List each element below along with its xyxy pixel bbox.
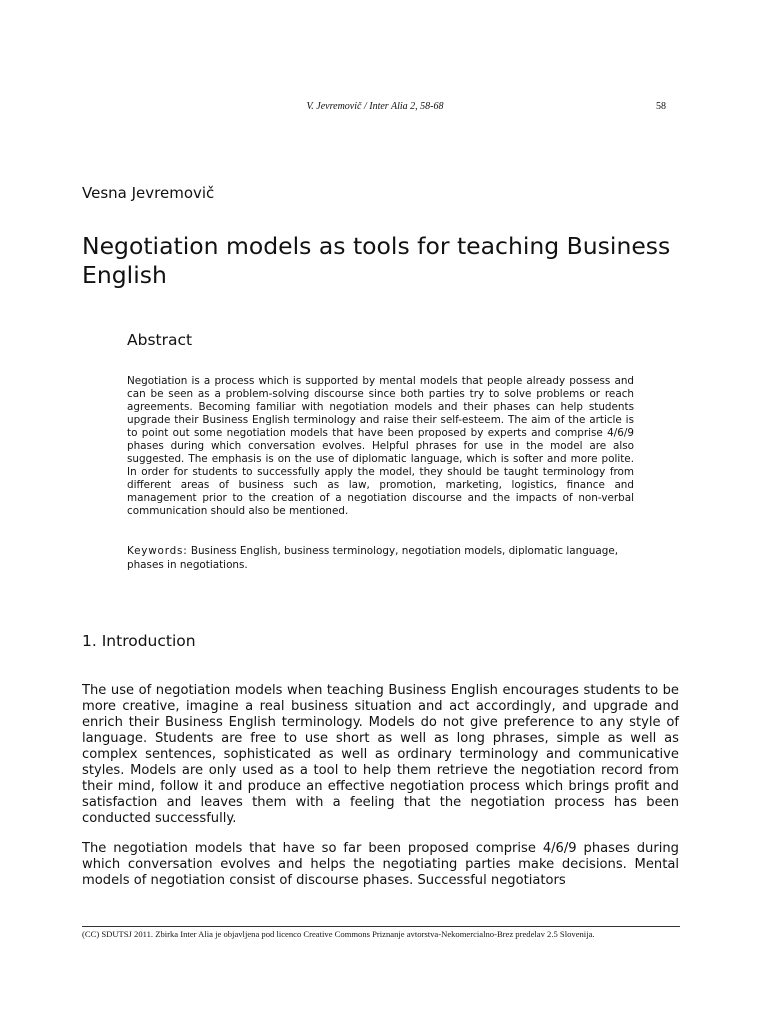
body-paragraph: The negotiation models that have so far been proposed comprise 4/6/9 phases during which conversation evolves and helps the negotiating parties make decisions. Mental models of negotiation consist of discourse phases. Successful negotiators: [82, 841, 679, 888]
keywords: [127, 545, 634, 572]
page-number: 58: [656, 101, 666, 112]
running-header: [82, 101, 668, 117]
footer-license: (CC) SDUTSJ 2011. Zbirka Inter Alia je objavljena pod licenco Creative Commons Priznanje avtorstva-Nekomercialno-Brez predelav 2.5 Slovenija.: [82, 929, 595, 939]
keywords-list: Business English, business terminology, negotiation models, diplomatic language, phases in negotiations.: [127, 545, 619, 571]
abstract-heading: Abstract: [127, 331, 193, 349]
header-citation: V. Jevremovič / Inter Alia 2, 58-68: [306, 101, 444, 112]
author-name: Vesna Jevremovič: [82, 184, 215, 202]
keywords-label: Keywords:: [127, 545, 188, 557]
body-paragraph: The use of negotiation models when teaching Business English encourages students to be more creative, imagine a real business situation and act accordingly, and upgrade and enrich their Business English terminology. Models do not give preference to any style of language. Students are free to use short as well as long phrases, simple as well as complex sentences, sophisticated as well as ordinary terminology and communicative styles. Models are only used as a tool to help them retrieve the negotiation record from their mind, follow it and produce an effective negotiation process which brings profit and satisfaction and leaves them with a feeling that the negotiation process has been conducted successfully.: [82, 683, 679, 826]
article-title: Negotiation models as tools for teaching Business English: [82, 232, 671, 289]
section-heading-introduction: 1. Introduction: [82, 632, 196, 650]
footer-divider: [82, 926, 680, 927]
abstract-text: Negotiation is a process which is supported by mental models that people already possess and can be seen as a problem-solving discourse since both parties try to solve problems or reach agreements. Becoming familiar with negotiation models and their phases can help students upgrade their Business English terminology and raise their self-esteem. The aim of the article is to point out some negotiation models that have been proposed by experts and comprise 4/6/9 phases during which conversation evolves. Helpful phrases for use in the model are also suggested. The emphasis is on the use of diplomatic language, which is softer and more polite. In order for students to successfully apply the model, they should be taught terminology from different areas of business such as law, promotion, marketing, logistics, finance and management prior to the creation of a negotiation discourse and the impacts of non-verbal communication should also be mentioned.: [127, 375, 634, 517]
